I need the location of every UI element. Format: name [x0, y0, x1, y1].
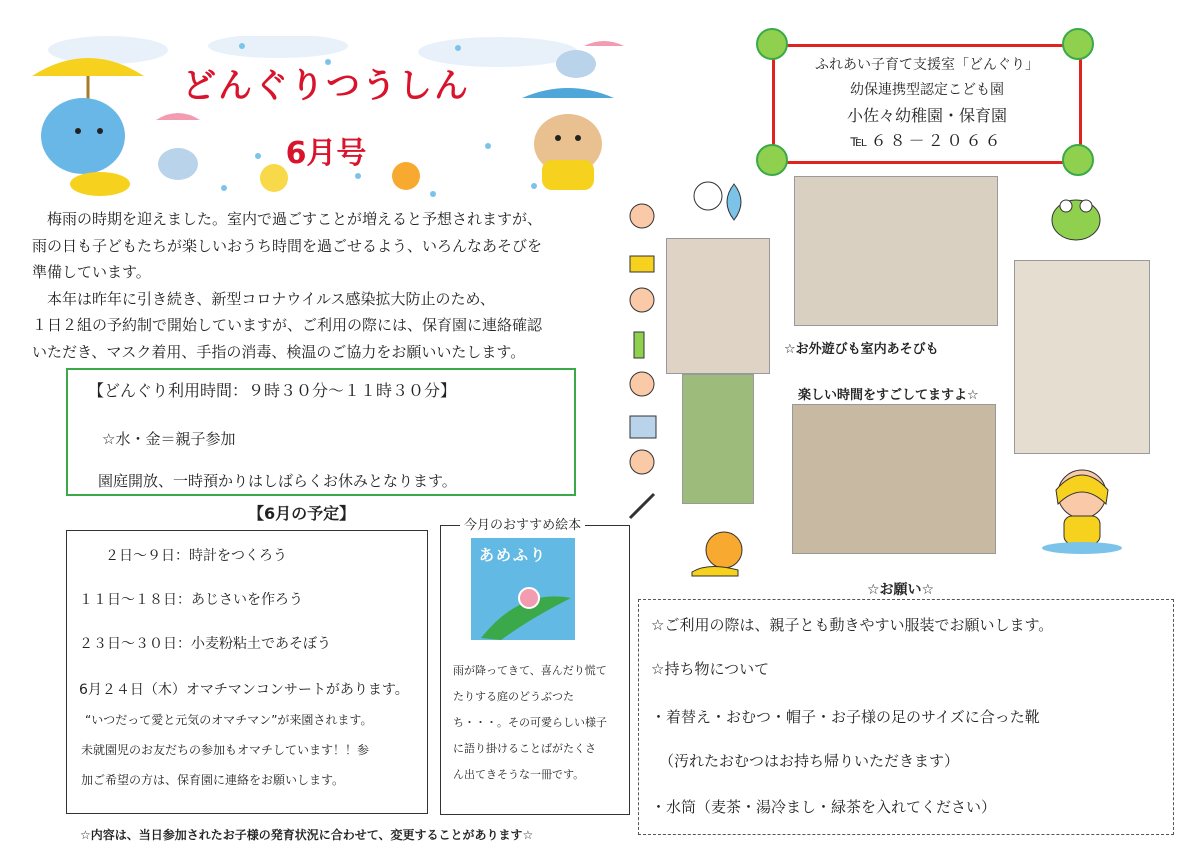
schedule-item: “いつだって愛と元気のオマチマン”が来園されます。	[85, 713, 373, 727]
schedule-item: 未就園児のお友だちの参加もオマチしています！！参	[81, 743, 370, 757]
contact-type: 幼保連携型認定こども園	[850, 82, 1004, 98]
intro-line: 雨の日も子どもたちが楽しいおうち時間を過ごせるよう、いろんなあそびを	[32, 236, 543, 255]
corner-dot-icon	[756, 28, 788, 60]
request-item: ・水筒（麦茶・湯冷まし・緑茶を入れてください）	[651, 798, 997, 816]
intro-line: いただき、マスク着用、手指の消毒、検温のご協力をお願いいたします。	[32, 342, 526, 361]
request-item: （汚れたおむつはお持ち帰りいただきます）	[659, 752, 960, 770]
request-item: ☆持ち物について	[651, 660, 770, 678]
book-line: 雨が降ってきて、喜んだり慌て	[453, 664, 607, 677]
book-box	[440, 525, 630, 815]
photo-caption: ☆お外遊びも室内あそびも	[784, 342, 939, 357]
schedule-title: 【6月の予定】	[248, 504, 356, 523]
snail-leaf-icon	[471, 568, 575, 640]
corner-dot-icon	[756, 144, 788, 176]
book-line: ん出てきそうな一冊です。	[453, 768, 585, 781]
book-line: に語り掛けることばがたくさ	[453, 742, 596, 755]
photo-table-activity	[792, 404, 996, 554]
footnote: ☆内容は、当日参加されたお子様の発育状況に合わせて、変更することがあります☆	[80, 828, 534, 842]
schedule-item: ２日～９日：時計をつくろう	[105, 548, 287, 564]
hours-note: 園庭開放、一時預かりはしばらくお休みとなります。	[98, 472, 457, 490]
photo-babies	[794, 176, 998, 326]
photo-child-outdoor	[682, 374, 754, 504]
snail-icon	[688, 522, 748, 578]
header-banner	[28, 36, 624, 204]
book-line: たりする庭のどうぶつた	[453, 690, 574, 703]
hours-time: 【どんぐり利用時間：９時３０分～１１時３０分】	[88, 381, 457, 400]
request-box	[638, 599, 1174, 835]
book-cover	[471, 538, 575, 640]
request-item: ・着替え・おむつ・帽子・お子様の足のサイズに合った靴	[651, 708, 1040, 726]
book-description	[453, 658, 623, 788]
intro-text	[32, 206, 602, 365]
puppet-characters-icon	[690, 176, 760, 232]
contact-school: 小佐々幼稚園・保育園	[846, 106, 1007, 125]
photo-caption: 楽しい時間をすごしてますよ☆	[798, 388, 979, 403]
frog-icon	[1046, 188, 1106, 248]
schedule-item: 6月２４日（木）オマチマンコンサートがあります。	[79, 682, 409, 698]
intro-line: 本年は昨年に引き続き、新型コロナウイルス感染拡大防止のため、	[32, 289, 495, 308]
issue-month: 6月号	[285, 136, 367, 171]
request-item: ☆ご利用の際は、親子とも動きやすい服装でお願いします。	[651, 616, 1054, 634]
corner-dot-icon	[1062, 28, 1094, 60]
intro-line: 準備しています。	[32, 263, 151, 281]
schedule-item: １１日～１８日：あじさいを作ろう	[79, 592, 303, 608]
request-title: ☆お願い☆	[867, 582, 935, 598]
schedule-box	[66, 530, 428, 814]
corner-dot-icon	[1062, 144, 1094, 176]
schedule-item: ２３日～３０日：小麦粉粘土であそぼう	[79, 636, 331, 652]
newsletter-title: どんぐりつうしん	[182, 66, 470, 106]
intro-line: １日２組の予約制で開始していますが、ご利用の際には、保育園に連絡確認	[32, 316, 543, 334]
hours-box	[66, 368, 576, 496]
intro-line: 梅雨の時期を迎えました。室内で過ごすことが増えると予想されますが、	[32, 210, 543, 228]
book-cover-title: あめふり	[479, 546, 548, 564]
contact-room: ふれあい子育て支援室「どんぐり」	[815, 57, 1039, 73]
photo-indoor-play	[1014, 260, 1150, 454]
book-line: ち・・・。その可愛らしい様子	[453, 716, 607, 729]
activity-icons-column	[620, 196, 666, 526]
contact-phone: ℡６８－２０６６	[850, 131, 1004, 150]
contact-box	[772, 44, 1082, 164]
hours-days: ☆水・金＝親子参加	[102, 430, 236, 448]
photo-toddler	[666, 238, 770, 374]
child-raincoat-icon	[1036, 460, 1126, 556]
book-title: 今月のおすすめ絵本	[460, 514, 585, 533]
schedule-item: 加ご希望の方は、保育園に連絡をお願いします。	[81, 773, 345, 787]
